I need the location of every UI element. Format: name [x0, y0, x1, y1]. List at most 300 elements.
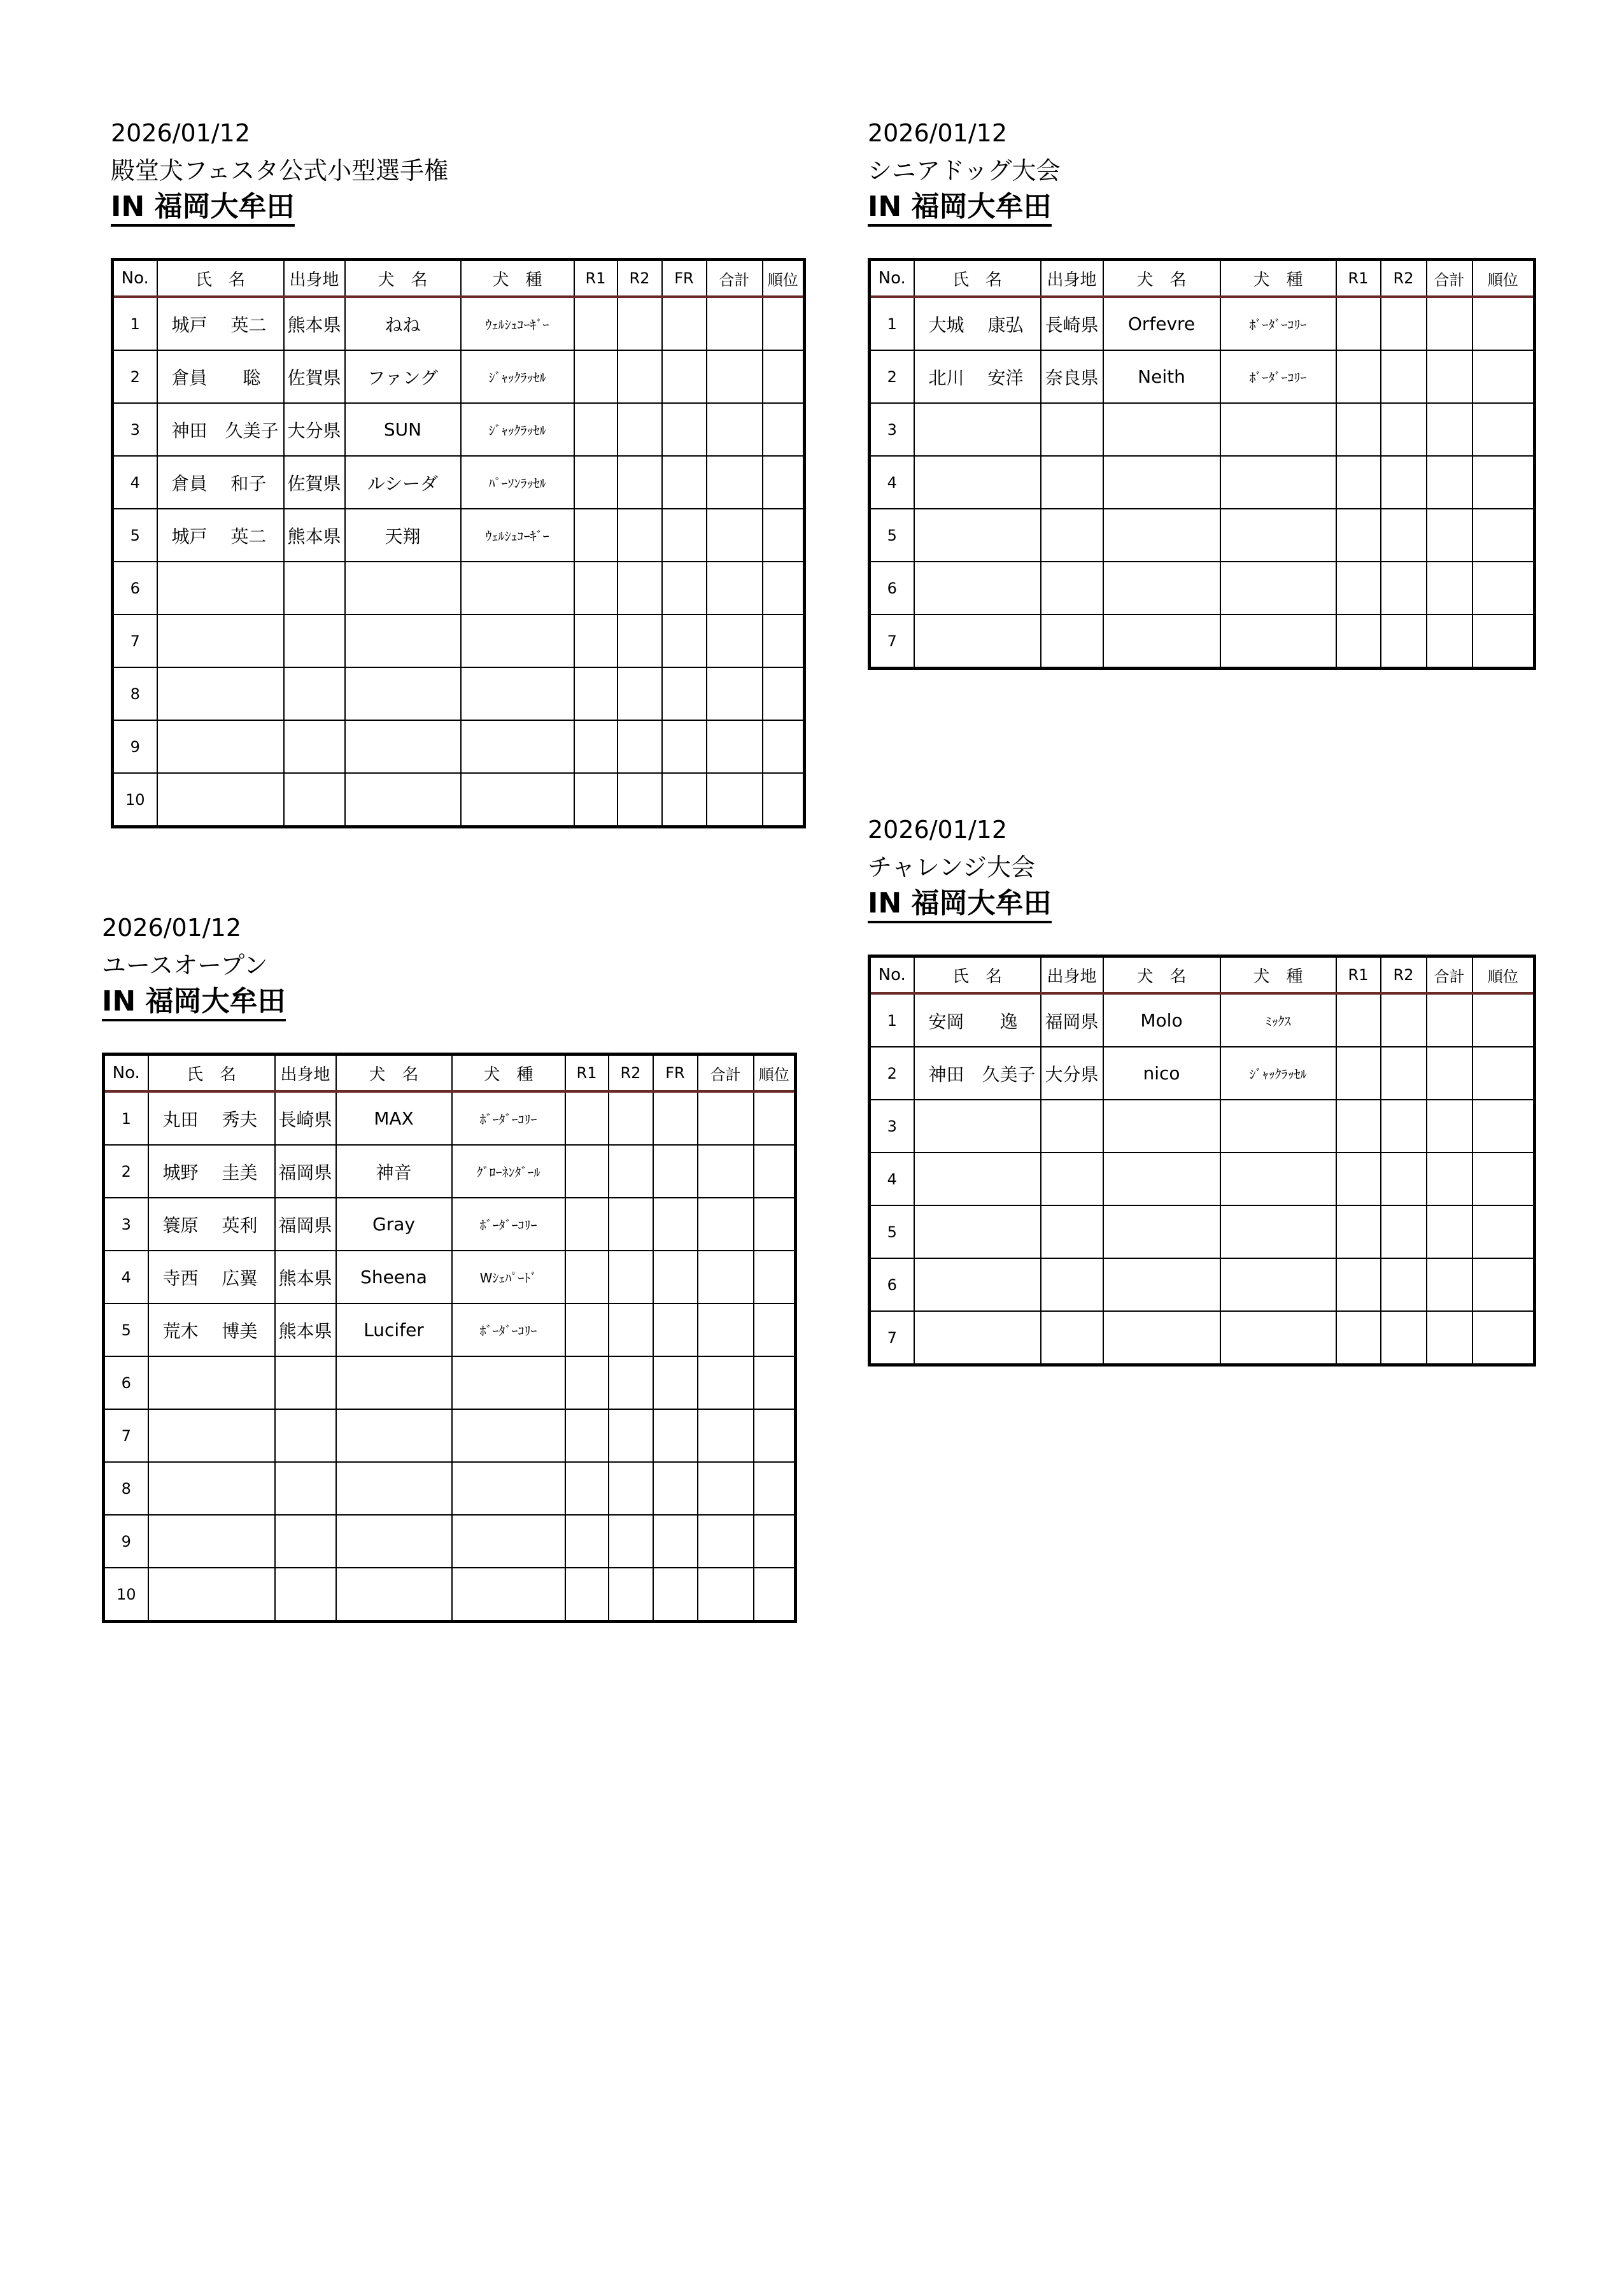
score-cell	[1427, 1047, 1472, 1100]
handler-name	[914, 403, 1041, 456]
handler-name: 大城 康弘	[914, 297, 1041, 350]
table-row	[870, 403, 1535, 456]
dog-name	[336, 1462, 452, 1515]
entry-number: 2	[104, 1145, 148, 1198]
score-cell	[1381, 350, 1427, 403]
score-cell	[1427, 1311, 1472, 1365]
entry-number: 2	[870, 1047, 914, 1100]
column-header: R1	[574, 260, 618, 297]
origin-prefecture: 佐賀県	[284, 350, 345, 403]
origin-prefecture: 長崎県	[275, 1091, 336, 1145]
handler-name	[148, 1568, 275, 1622]
dog-breed	[461, 720, 574, 773]
handler-name	[914, 1311, 1041, 1365]
handler-name: 城野 圭美	[148, 1145, 275, 1198]
handler-name	[914, 614, 1041, 669]
score-cell	[1336, 456, 1381, 509]
score-cell	[754, 1515, 796, 1568]
table-row	[870, 1047, 1535, 1100]
score-cell	[574, 456, 618, 509]
handler-name	[914, 1205, 1041, 1258]
score-cell	[754, 1303, 796, 1356]
handler-name: 北川 安洋	[914, 350, 1041, 403]
dog-breed	[1220, 1205, 1336, 1258]
score-cell	[662, 667, 707, 720]
score-cell	[1427, 297, 1472, 350]
score-cell	[1427, 993, 1472, 1047]
dog-breed	[1220, 1258, 1336, 1311]
handler-name	[914, 1100, 1041, 1153]
table-row	[870, 456, 1535, 509]
table-row	[870, 1311, 1535, 1365]
score-cell	[1427, 1205, 1472, 1258]
column-header: R2	[1381, 260, 1427, 297]
score-cell	[574, 667, 618, 720]
score-cell	[565, 1356, 609, 1409]
score-cell	[1427, 403, 1472, 456]
score-cell	[763, 773, 805, 827]
column-header: 氏 名	[148, 1054, 275, 1092]
event-title: シニアドッグ大会	[868, 157, 1061, 185]
score-cell	[618, 667, 662, 720]
score-cell	[565, 1091, 609, 1145]
dog-name	[1103, 614, 1220, 669]
handler-name: 城戸 英二	[157, 297, 284, 350]
score-cell	[1381, 614, 1427, 669]
score-cell	[754, 1462, 796, 1515]
entry-number: 7	[870, 1311, 914, 1365]
dog-breed	[1220, 1153, 1336, 1205]
score-cell	[565, 1303, 609, 1356]
dog-name	[345, 614, 461, 667]
entry-number: 9	[104, 1515, 148, 1568]
table-row	[104, 1198, 796, 1251]
table-row	[113, 350, 805, 403]
score-cell	[707, 720, 763, 773]
dog-breed	[1220, 456, 1336, 509]
score-cell	[574, 773, 618, 827]
score-cell	[1381, 403, 1427, 456]
score-cell	[1381, 456, 1427, 509]
column-header: 合計	[698, 1054, 754, 1092]
origin-prefecture: 熊本県	[275, 1251, 336, 1303]
origin-prefecture: 長崎県	[1041, 297, 1103, 350]
dog-name	[1103, 562, 1220, 614]
score-cell	[707, 403, 763, 456]
dog-breed	[461, 562, 574, 614]
table-row	[870, 1100, 1535, 1153]
entry-number: 1	[113, 297, 157, 350]
column-header: R1	[565, 1054, 609, 1092]
score-cell	[653, 1145, 698, 1198]
score-cell	[609, 1568, 653, 1622]
dog-name	[1103, 1100, 1220, 1153]
score-cell	[653, 1568, 698, 1622]
dog-name: ルシーダ	[345, 456, 461, 509]
column-header: 犬 種	[452, 1054, 565, 1092]
dog-breed: ｼﾞｬｯｸﾗｯｾﾙ	[1220, 1047, 1336, 1100]
dog-name	[345, 720, 461, 773]
column-header: 出身地	[275, 1054, 336, 1092]
score-cell	[565, 1145, 609, 1198]
score-cell	[662, 456, 707, 509]
handler-name	[148, 1409, 275, 1462]
entry-number: 6	[870, 1258, 914, 1311]
dog-breed	[452, 1356, 565, 1409]
score-cell	[1336, 1047, 1381, 1100]
origin-prefecture	[1041, 562, 1103, 614]
score-cell	[707, 614, 763, 667]
event-title: チャレンジ大会	[868, 853, 1035, 881]
origin-prefecture: 福岡県	[1041, 993, 1103, 1047]
handler-name: 倉員 聡	[157, 350, 284, 403]
column-header: 合計	[1427, 260, 1472, 297]
score-cell	[609, 1515, 653, 1568]
score-cell	[1381, 509, 1427, 562]
score-cell	[1472, 993, 1535, 1047]
score-cell	[1472, 297, 1535, 350]
score-cell	[698, 1409, 754, 1462]
column-header: 順位	[763, 260, 805, 297]
score-cell	[618, 562, 662, 614]
score-cell	[763, 350, 805, 403]
score-cell	[1381, 1258, 1427, 1311]
entry-number: 3	[113, 403, 157, 456]
entry-number: 5	[113, 509, 157, 562]
score-cell	[1472, 614, 1535, 669]
origin-prefecture: 福岡県	[275, 1198, 336, 1251]
score-cell	[1427, 509, 1472, 562]
origin-prefecture: 福岡県	[275, 1145, 336, 1198]
origin-prefecture: 熊本県	[284, 297, 345, 350]
table-row	[870, 350, 1535, 403]
origin-prefecture	[275, 1462, 336, 1515]
origin-prefecture	[275, 1409, 336, 1462]
dog-name: 神音	[336, 1145, 452, 1198]
origin-prefecture: 熊本県	[275, 1303, 336, 1356]
table-row	[870, 614, 1535, 669]
table-row	[113, 720, 805, 773]
entry-number: 4	[870, 456, 914, 509]
table-row	[113, 562, 805, 614]
origin-prefecture	[1041, 1311, 1103, 1365]
table-row	[104, 1409, 796, 1462]
handler-name: 簑原 英利	[148, 1198, 275, 1251]
column-header: 順位	[1472, 956, 1535, 994]
score-cell	[653, 1251, 698, 1303]
score-cell	[618, 720, 662, 773]
entry-table	[868, 258, 1536, 670]
entry-number: 4	[113, 456, 157, 509]
score-cell	[609, 1091, 653, 1145]
table-row	[104, 1356, 796, 1409]
entry-number: 1	[104, 1091, 148, 1145]
origin-prefecture	[1041, 1258, 1103, 1311]
score-cell	[618, 350, 662, 403]
score-cell	[1472, 562, 1535, 614]
score-cell	[609, 1145, 653, 1198]
score-cell	[618, 773, 662, 827]
table-row	[104, 1568, 796, 1622]
column-header: 順位	[754, 1054, 796, 1092]
score-cell	[698, 1303, 754, 1356]
column-header: R1	[1336, 956, 1381, 994]
column-header: 犬 名	[345, 260, 461, 297]
column-header: 出身地	[1041, 260, 1103, 297]
column-header: FR	[662, 260, 707, 297]
table-row	[870, 562, 1535, 614]
score-cell	[1472, 1047, 1535, 1100]
dog-name	[345, 773, 461, 827]
handler-name	[914, 1258, 1041, 1311]
column-header: R2	[618, 260, 662, 297]
score-cell	[698, 1198, 754, 1251]
score-cell	[763, 297, 805, 350]
table-row	[870, 1153, 1535, 1205]
entry-table	[868, 955, 1536, 1367]
entry-number: 4	[870, 1153, 914, 1205]
score-cell	[1427, 1258, 1472, 1311]
score-cell	[707, 456, 763, 509]
entry-number: 2	[113, 350, 157, 403]
column-header: R1	[1336, 260, 1381, 297]
score-cell	[1427, 1153, 1472, 1205]
score-cell	[1381, 1153, 1427, 1205]
table-row	[870, 1258, 1535, 1311]
score-cell	[1336, 1100, 1381, 1153]
entry-number: 5	[104, 1303, 148, 1356]
dog-name	[345, 562, 461, 614]
dog-breed: ﾊﾟｰｿﾝﾗｯｾﾙ	[461, 456, 574, 509]
event-venue: IN 福岡大牟田	[868, 890, 1052, 923]
column-header: R2	[1381, 956, 1427, 994]
dog-name: 天翔	[345, 509, 461, 562]
entry-number: 3	[870, 1100, 914, 1153]
entry-table	[111, 258, 806, 828]
dog-breed: Wｼｪﾊﾟｰﾄﾞ	[452, 1251, 565, 1303]
header-row	[870, 956, 1535, 994]
score-cell	[574, 297, 618, 350]
dog-name: MAX	[336, 1091, 452, 1145]
origin-prefecture: 大分県	[284, 403, 345, 456]
dog-breed	[1220, 1100, 1336, 1153]
dog-name: Sheena	[336, 1251, 452, 1303]
origin-prefecture	[284, 773, 345, 827]
score-cell	[763, 456, 805, 509]
column-header: 氏 名	[914, 260, 1041, 297]
score-cell	[1381, 993, 1427, 1047]
dog-name	[345, 667, 461, 720]
entry-number: 5	[870, 509, 914, 562]
score-cell	[754, 1198, 796, 1251]
handler-name	[914, 562, 1041, 614]
score-cell	[763, 562, 805, 614]
dog-name: ねね	[345, 297, 461, 350]
column-header: No.	[104, 1054, 148, 1092]
header-row	[104, 1054, 796, 1092]
origin-prefecture	[1041, 1205, 1103, 1258]
entry-number: 10	[104, 1568, 148, 1622]
score-cell	[574, 614, 618, 667]
dog-breed	[461, 773, 574, 827]
entry-number: 2	[870, 350, 914, 403]
handler-name	[914, 456, 1041, 509]
score-cell	[1427, 456, 1472, 509]
score-cell	[653, 1515, 698, 1568]
column-header: 氏 名	[157, 260, 284, 297]
handler-name	[157, 720, 284, 773]
handler-name: 荒木 博美	[148, 1303, 275, 1356]
table-row	[113, 509, 805, 562]
origin-prefecture	[1041, 509, 1103, 562]
dog-breed: ﾎﾞｰﾀﾞｰｺﾘｰ	[1220, 350, 1336, 403]
score-cell	[754, 1091, 796, 1145]
score-cell	[707, 562, 763, 614]
score-cell	[1336, 350, 1381, 403]
score-cell	[574, 562, 618, 614]
score-cell	[707, 667, 763, 720]
score-cell	[1472, 456, 1535, 509]
score-cell	[618, 297, 662, 350]
origin-prefecture	[284, 562, 345, 614]
score-cell	[1381, 1047, 1427, 1100]
entry-number: 4	[104, 1251, 148, 1303]
score-cell	[662, 614, 707, 667]
handler-name	[157, 562, 284, 614]
score-cell	[618, 456, 662, 509]
dog-breed	[1220, 403, 1336, 456]
header-row	[870, 260, 1535, 297]
score-cell	[1336, 1311, 1381, 1365]
entry-table	[102, 1053, 797, 1623]
event-date: 2026/01/12	[102, 914, 242, 942]
score-cell	[574, 403, 618, 456]
origin-prefecture	[1041, 403, 1103, 456]
table-row	[870, 297, 1535, 350]
event-venue: IN 福岡大牟田	[111, 193, 295, 227]
handler-name	[914, 1153, 1041, 1205]
entry-number: 6	[104, 1356, 148, 1409]
origin-prefecture: 奈良県	[1041, 350, 1103, 403]
table-row	[113, 456, 805, 509]
score-cell	[1381, 297, 1427, 350]
score-cell	[618, 509, 662, 562]
score-cell	[763, 720, 805, 773]
handler-name: 倉員 和子	[157, 456, 284, 509]
score-cell	[1381, 562, 1427, 614]
score-cell	[662, 509, 707, 562]
score-cell	[707, 297, 763, 350]
score-cell	[662, 350, 707, 403]
score-cell	[1336, 1153, 1381, 1205]
score-cell	[609, 1462, 653, 1515]
dog-breed	[452, 1568, 565, 1622]
score-cell	[698, 1568, 754, 1622]
column-header: 犬 種	[1220, 260, 1336, 297]
dog-breed	[1220, 1311, 1336, 1365]
dog-name	[336, 1515, 452, 1568]
entry-number: 1	[870, 993, 914, 1047]
score-cell	[1472, 350, 1535, 403]
column-header: No.	[113, 260, 157, 297]
score-cell	[763, 509, 805, 562]
column-header: 氏 名	[914, 956, 1041, 994]
score-cell	[662, 297, 707, 350]
score-cell	[1472, 403, 1535, 456]
score-cell	[698, 1356, 754, 1409]
entry-number: 10	[113, 773, 157, 827]
score-cell	[1336, 1205, 1381, 1258]
table-row	[870, 1205, 1535, 1258]
column-header: FR	[653, 1054, 698, 1092]
column-header: 犬 種	[1220, 956, 1336, 994]
score-cell	[754, 1356, 796, 1409]
dog-breed: ﾐｯｸｽ	[1220, 993, 1336, 1047]
event-title: ユースオープン	[102, 951, 268, 979]
dog-name: SUN	[345, 403, 461, 456]
entry-number: 8	[104, 1462, 148, 1515]
score-cell	[1427, 614, 1472, 669]
score-cell	[574, 350, 618, 403]
score-cell	[1472, 1205, 1535, 1258]
dog-breed	[452, 1462, 565, 1515]
column-header: 合計	[1427, 956, 1472, 994]
dog-breed	[1220, 562, 1336, 614]
score-cell	[754, 1251, 796, 1303]
dog-breed: ｳｪﾙｼｭｺｰｷﾞｰ	[461, 509, 574, 562]
table-row	[104, 1462, 796, 1515]
dog-breed: ﾎﾞｰﾀﾞｰｺﾘｰ	[1220, 297, 1336, 350]
entry-number: 6	[113, 562, 157, 614]
dog-breed: ﾎﾞｰﾀﾞｰｺﾘｰ	[452, 1303, 565, 1356]
dog-name	[1103, 456, 1220, 509]
score-cell	[1472, 1258, 1535, 1311]
event-date: 2026/01/12	[868, 119, 1008, 147]
event-venue: IN 福岡大牟田	[868, 193, 1052, 227]
dog-breed	[1220, 509, 1336, 562]
handler-name	[914, 509, 1041, 562]
score-cell	[662, 720, 707, 773]
entry-number: 3	[870, 403, 914, 456]
score-cell	[565, 1462, 609, 1515]
score-cell	[1381, 1205, 1427, 1258]
score-cell	[1427, 1100, 1472, 1153]
score-cell	[1336, 614, 1381, 669]
dog-name	[1103, 403, 1220, 456]
table-row	[104, 1251, 796, 1303]
column-header: 犬 種	[461, 260, 574, 297]
score-cell	[609, 1409, 653, 1462]
score-cell	[574, 720, 618, 773]
dog-name	[336, 1568, 452, 1622]
score-cell	[653, 1303, 698, 1356]
handler-name	[148, 1356, 275, 1409]
origin-prefecture	[275, 1568, 336, 1622]
score-cell	[653, 1409, 698, 1462]
column-header: 出身地	[1041, 956, 1103, 994]
table-row	[104, 1515, 796, 1568]
header-row	[113, 260, 805, 297]
dog-breed	[1220, 614, 1336, 669]
handler-name	[157, 614, 284, 667]
origin-prefecture	[1041, 1100, 1103, 1153]
dog-breed: ｼﾞｬｯｸﾗｯｾﾙ	[461, 350, 574, 403]
score-cell	[609, 1356, 653, 1409]
entry-number: 7	[870, 614, 914, 669]
score-cell	[662, 403, 707, 456]
origin-prefecture	[284, 720, 345, 773]
entry-number: 9	[113, 720, 157, 773]
